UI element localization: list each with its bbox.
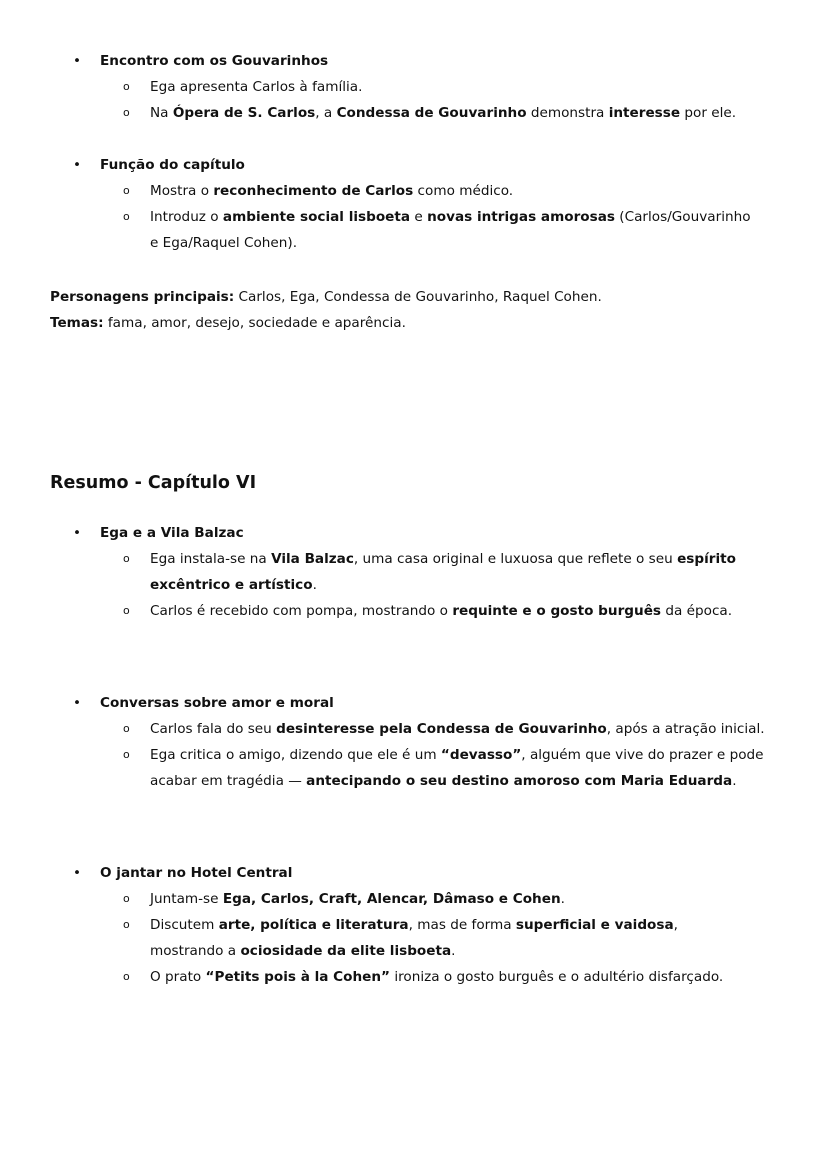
text: e [410,209,428,225]
text: Juntam-se [150,891,223,907]
list-item-jantar [73,860,800,886]
item-title: O jantar no Hotel Central [100,865,293,881]
bold-text: Ópera de S. Carlos [172,105,316,121]
text: Mostra o [150,183,214,199]
item-title: Encontro com os Gouvarinhos [100,53,329,69]
text: como médico. [413,183,514,199]
sub-bullet: o [123,184,130,197]
bold-text: superficial e vaidosa [515,917,674,933]
bold-text: novas intrigas amorosas [427,209,615,225]
text: , a [315,105,337,121]
personagens-text: Carlos, Ega, Condessa de Gouvarinho, Raquel Cohen. [234,289,602,305]
text: demonstra [526,105,609,121]
sub-bullet: o [123,210,130,223]
sub-item [123,886,790,912]
bold-text: arte, política e literatura [218,917,409,933]
sub-bullet: o [123,918,130,931]
item-title: Ega e a Vila Balzac [100,525,244,541]
bold-text: ambiente social lisboeta [222,209,411,225]
sub-bullet: o [123,892,130,905]
text: (Carlos/Gouvarinho e Ega/Raquel Cohen). [150,209,751,251]
item-title: Conversas sobre amor e moral [100,695,334,711]
text: Ega instala-se na [150,551,272,567]
text: Introduz o [150,209,223,225]
sub-text: Ega apresenta Carlos à família. [150,79,363,95]
bold-text: desinteresse pela Condessa de Gouvarinho [276,721,607,737]
text: , alguém que vive do prazer e pode acabar em tragédia — [150,747,764,789]
sub-bullet: o [123,722,130,735]
sub-bullet: o [123,106,130,119]
sub-item [123,964,790,990]
bold-text: antecipando o seu destino amoroso com Maria Eduarda [306,773,733,789]
text: . [451,943,456,959]
text: Ega critica o amigo, dizendo que ele é um [150,747,441,763]
bold-text: Condessa de Gouvarinho [336,105,527,121]
text: , uma casa original e luxuosa que reflete o seu [353,551,678,567]
sub-item [123,100,790,126]
text: Carlos é recebido com pompa, mostrando o [150,603,453,619]
personagens-line [50,284,790,310]
text: , mas de forma [408,917,516,933]
sub-item [123,598,790,624]
bullet: • [73,525,82,541]
bullet: • [73,865,82,881]
sub-bullet: o [123,80,130,93]
bold-text: espírito excêntrico e artístico [150,551,736,593]
list-item-encontro [73,48,800,74]
sub-bullet: o [123,604,130,617]
text: Discutem [150,917,219,933]
text: ironiza o gosto burguês e o adultério disfarçado. [390,969,724,985]
sub-item [123,716,790,742]
bullet: • [73,157,82,173]
item-title: Função do capítulo [100,157,245,173]
text: da época. [661,603,733,619]
list-item-conversas [73,690,800,716]
text: . [312,577,317,593]
sub-item [123,742,790,794]
bold-text: Ega, Carlos, Craft, Alencar, Dâmaso e Cohen [222,891,561,907]
section-heading: Resumo - Capítulo VI [50,473,257,493]
text: O prato [150,969,206,985]
bold-text: requinte e o gosto burguês [452,603,662,619]
text: . [732,773,737,789]
text: . [560,891,565,907]
bold-text: reconhecimento de Carlos [213,183,414,199]
text: , mostrando a [150,917,678,959]
sub-item [123,178,790,204]
temas-label: Temas: [50,315,104,331]
list-item-vila-balzac [73,520,800,546]
list-item-funcao [73,152,800,178]
temas-line [50,310,790,336]
personagens-label: Personagens principais: [50,289,235,305]
bold-text: interesse [608,105,681,121]
bold-text: ociosidade da elite lisboeta [240,943,452,959]
text: Carlos fala do seu [150,721,277,737]
text: por ele. [680,105,737,121]
bold-text: Vila Balzac [271,551,354,567]
sub-item [123,74,790,100]
text: , após a atração inicial. [606,721,765,737]
bullet: • [73,53,82,69]
sub-item [123,912,750,964]
sub-item [123,546,790,598]
text: Na [150,105,173,121]
bold-text: “Petits pois à la Cohen” [205,969,390,985]
bullet: • [73,695,82,711]
sub-bullet: o [123,748,130,761]
bold-text: “devasso” [440,747,522,763]
sub-bullet: o [123,552,130,565]
sub-bullet: o [123,970,130,983]
temas-text: fama, amor, desejo, sociedade e aparência. [103,315,406,331]
sub-item [123,204,755,256]
